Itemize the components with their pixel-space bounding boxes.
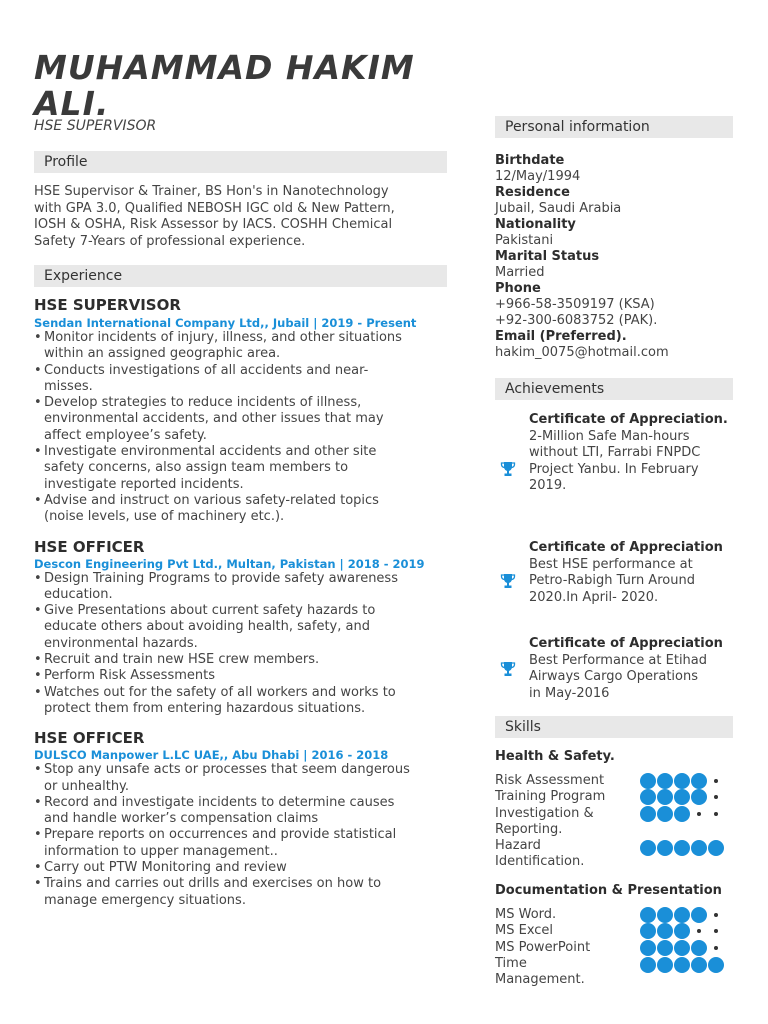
profile-line: with GPA 3.0, Qualified NEBOSH IGC old & New Pattern, [34,200,395,216]
skill-dot-filled [691,907,707,923]
skill-dot-filled [640,940,656,956]
job-bullet: • Watches out for the safety of all workers and works to protect them from entering hazardous situations. [34,685,464,718]
trophy-icon [500,461,516,477]
job-entry [34,296,464,526]
achievement-line: without LTI, Farrabi FNPDC [529,445,701,460]
skill-name: MS PowerPoint [495,940,591,955]
profile-line: HSE Supervisor & Trainer, BS Hon's in Nanotechnology [34,184,389,199]
skill-dot-filled [640,923,656,939]
personal-label: Birthdate [495,153,565,168]
job-entry-company: Sendan International Company Ltd,, Jubail | 2019 - Present [34,316,417,330]
skill-dot-filled [640,907,656,923]
skill-dot-filled [657,806,673,822]
skill-dot-filled [674,806,690,822]
job-entry-company: DULSCO Manpower L.LC UAE,, Abu Dhabi | 2016 - 2018 [34,748,389,763]
job-bullet: • Conducts investigations of all accidents and near- misses. [34,363,464,396]
skill-dot-filled [691,840,707,856]
skill-dot-empty [691,806,707,822]
skill-rating [640,840,724,856]
achievement-item [529,540,734,606]
job-bullets [34,330,464,526]
job-bullet: • Investigate environmental accidents and other site safety concerns, also assign team members to investigate reported incidents. [34,444,464,493]
skill-rating [640,957,724,973]
skill-rating [640,773,724,789]
profile-section-header: Profile [34,151,447,173]
achievement-line: Airways Cargo Operations [529,669,699,684]
skill-dot-filled [657,907,673,923]
skill-dot-filled [674,773,690,789]
job-bullet: • Stop any unsafe acts or processes that seem dangerous or unhealthy. [34,762,464,795]
skill-dot-filled [657,773,673,789]
job-entry-title: HSE SUPERVISOR [34,296,181,314]
skill-rating [640,806,724,822]
skill-dot-empty [708,940,724,956]
skill-dot-filled [657,957,673,973]
skill-dot-filled [708,840,724,856]
skill-dot-filled [640,957,656,973]
skill-dot-filled [640,806,656,822]
achievement-title: Certificate of Appreciation. [529,412,728,427]
skill-group-title: Documentation & Presentation [495,883,722,898]
skill-name: Investigation & Reporting. [495,806,594,838]
job-bullet: • Give Presentations about current safety hazards to educate others about avoiding health, safety, and environmental hazards. [34,603,464,652]
skill-dot-empty [691,923,707,939]
achievement-line: Best Performance at Etihad [529,652,708,668]
skill-dot-filled [674,940,690,956]
achievement-item [529,412,734,495]
personal-value: +92-300-6083752 (PAK). [495,313,658,328]
skill-name: Time Management. [495,956,585,988]
skill-dot-filled [640,840,656,856]
skill-dot-filled [674,789,690,805]
skill-dot-filled [674,840,690,856]
achievement-line: Project Yanbu. In February [529,461,699,477]
skill-dot-filled [691,789,707,805]
personal-value: +966-58-3509197 (KSA) [495,297,655,312]
skill-dot-filled [640,789,656,805]
job-title: HSE SUPERVISOR [34,118,157,134]
job-bullets [34,762,464,909]
personal-label: Marital Status [495,249,600,264]
skill-dot-empty [708,773,724,789]
personal-value: hakim_0075@hotmail.com [495,345,669,360]
personal-section-header: Personal information [495,116,733,138]
achievement-title: Certificate of Appreciation [529,636,723,651]
personal-value: Pakistani [495,233,554,248]
skill-dot-filled [691,940,707,956]
achievement-line: 2019. [529,478,567,493]
job-bullet: • Carry out PTW Monitoring and review [34,860,464,876]
skills-section-header: Skills [495,716,733,738]
skill-name: Training Program [495,789,606,804]
experience-list [34,296,464,909]
profile-text [34,184,454,250]
job-bullet: • Develop strategies to reduce incidents of illness, environmental accidents, and other issues that may affect employee’s safety. [34,395,464,444]
achievement-line: 2-Million Safe Man-hours [529,428,690,444]
skill-dot-empty [708,789,724,805]
skill-rating [640,907,724,923]
skill-name: MS Word. [495,907,557,922]
personal-info [495,153,735,361]
candidate-name [34,50,454,122]
achievement-line: 2020.In April- 2020. [529,589,659,605]
personal-label: Email (Preferred). [495,329,627,344]
skill-dot-filled [674,923,690,939]
job-entry-title: HSE OFFICER [34,537,145,556]
personal-label: Residence [495,185,570,200]
achievement-item [529,636,734,702]
achievement-line: in May-2016 [529,685,610,701]
job-bullet: • Advise and instruct on various safety-related topics (noise levels, use of machinery etc.). [34,493,464,526]
skill-dot-filled [657,923,673,939]
skill-rating [640,923,724,939]
trophy-icon [500,661,516,677]
skill-rating [640,940,724,956]
achievement-title: Certificate of Appreciation [529,540,723,555]
job-entry-title: HSE OFFICER [34,729,145,748]
personal-label: Nationality [495,217,576,232]
profile-line: IOSH & OSHA, Risk Assessor by IACS. COSHH Chemical [34,217,393,232]
job-bullet: • Monitor incidents of injury, illness, and other situations within an assigned geographic area. [34,330,464,363]
trophy-icon [500,573,516,589]
skill-dot-filled [657,940,673,956]
skill-dot-filled [657,840,673,856]
achievements-section-header: Achievements [495,378,733,400]
job-bullet: • Recruit and train new HSE crew members. [34,652,464,668]
skill-dot-filled [708,957,724,973]
personal-value: Married [495,265,545,280]
personal-value: Jubail, Saudi Arabia [495,201,622,216]
job-bullet: • Prepare reports on occurrences and provide statistical information to upper management.. [34,827,464,860]
job-entry-company: Descon Engineering Pvt Ltd., Multan, Pakistan | 2018 - 2019 [34,556,425,571]
skill-dot-filled [657,789,673,805]
achievement-line: Petro-Rabigh Turn Around [529,573,695,588]
achievement-line: Best HSE performance at [529,556,693,572]
job-bullets [34,571,464,718]
experience-section-header: Experience [34,265,447,287]
skill-dot-filled [640,773,656,789]
personal-value: 12/May/1994 [495,169,581,184]
job-bullet: • Trains and carries out drills and exercises on how to manage emergency situations. [34,876,464,909]
skill-dot-filled [674,957,690,973]
skill-rating [640,789,724,805]
skill-dot-filled [674,907,690,923]
skill-name: Risk Assessment [495,773,605,788]
skill-dot-filled [691,957,707,973]
job-bullet: • Perform Risk Assessments [34,668,464,684]
skill-group-title: Health & Safety. [495,749,615,764]
skill-dot-filled [691,773,707,789]
job-bullet: • Design Training Programs to provide safety awareness education. [34,571,464,604]
job-entry [34,538,464,718]
name-line-2: ALI. [34,84,110,123]
skill-name: MS Excel [495,923,554,938]
skill-dot-empty [708,923,724,939]
personal-label: Phone [495,281,541,296]
job-bullet: • Record and investigate incidents to determine causes and handle worker’s compensation claims [34,795,464,828]
profile-line: Safety 7-Years of professional experience. [34,233,306,249]
name-line-1: MUHAMMAD HAKIM [34,48,415,87]
skill-dot-empty [708,806,724,822]
skill-dot-empty [708,907,724,923]
job-entry [34,729,464,909]
skill-name: Hazard Identification. [495,838,585,870]
